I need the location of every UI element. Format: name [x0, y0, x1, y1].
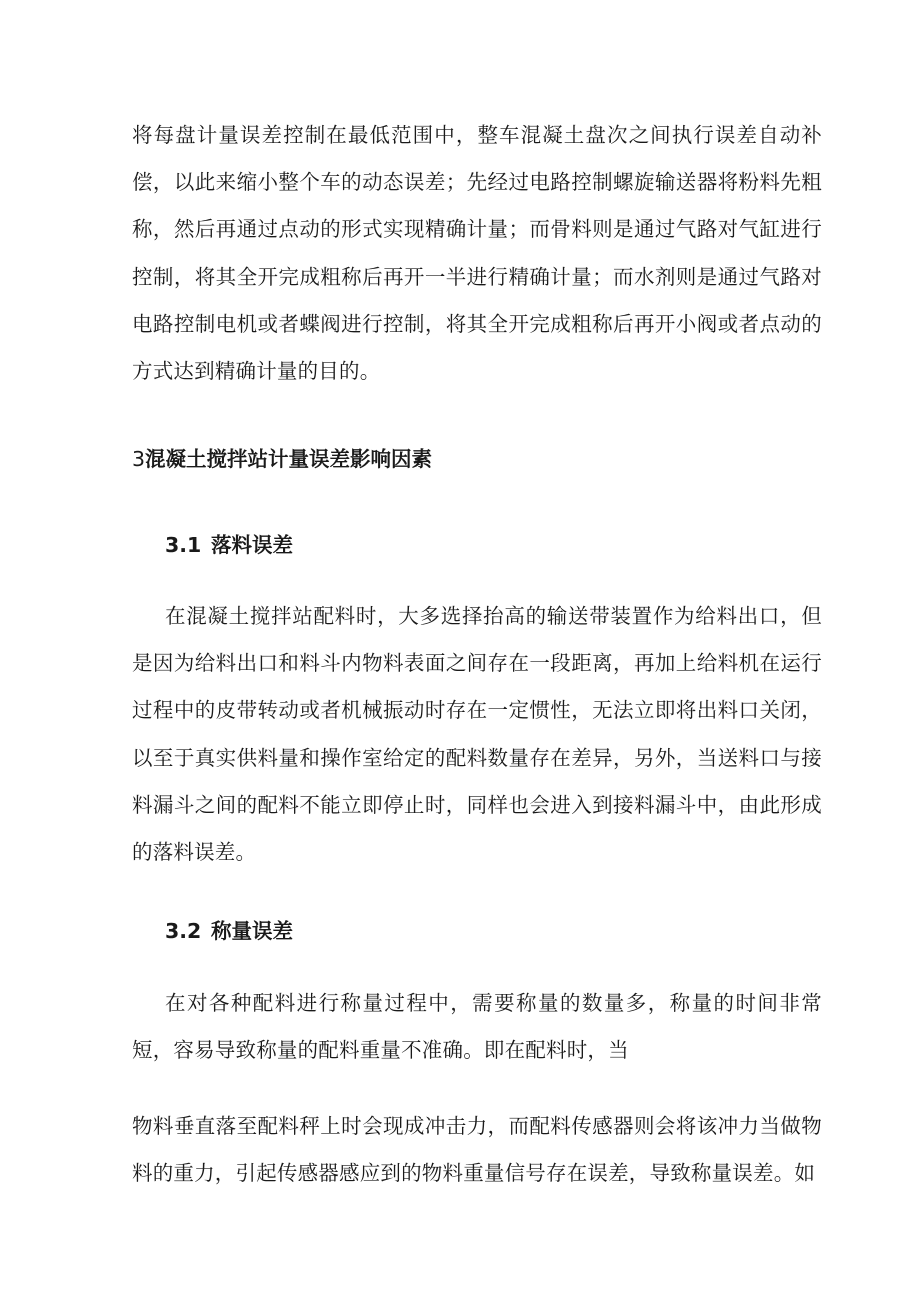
- subsection-title: 落料误差: [211, 533, 293, 557]
- subsection-heading-3-2: [165, 916, 293, 946]
- paragraph-impact-force: 物料垂直落至配料秤上时会现成冲击力，而配料传感器则会将该冲力当做物料的重力，引起传感器感应到的物料重量信号存在误差，导致称量误差。如: [132, 1114, 822, 1186]
- section-heading-3: [132, 444, 432, 474]
- section-title: 混凝土搅拌站计量误差影响因素: [145, 447, 433, 471]
- subsection-heading-3-1: [165, 530, 293, 560]
- paragraph-falling-material-error: 在混凝土搅拌站配料时，大多选择抬高的输送带装置作为给料出口，但是因为给料出口和料斗内物料表面之间存在一段距离，再加上给料机在运行过程中的皮带转动或者机械振动时存在一定惯性，无法立即将出料口关闭，以至于真实供料量和操作室给定的配料数量存在差异，另外，当送料口与接料漏斗之间的配料不能立即停止时，同样也会进入到接料漏斗中，由此形成的落料误差。: [132, 604, 822, 865]
- paragraph-weighing-error: 在对各种配料进行称量过程中，需要称量的数量多，称量的时间非常短，容易导致称量的配料重量不准确。即在配料时，当: [132, 991, 822, 1063]
- subsection-number: 3.2: [165, 919, 202, 943]
- subsection-number: 3.1: [165, 533, 202, 557]
- subsection-title: 称量误差: [211, 919, 293, 943]
- paragraph-metering-control: 将每盘计量误差控制在最低范围中，整车混凝土盘次之间执行误差自动补偿，以此来缩小整个车的动态误差；先经过电路控制螺旋输送器将粉料先粗称，然后再通过点动的形式实现精确计量；而骨料则是通过气路对气缸进行控制，将其全开完成粗称后再开一半进行精确计量；而水剂则是通过气路对电路控制电机或者蝶阀进行控制，将其全开完成粗称后再开小阀或者点动的方式达到精确计量的目的。: [132, 123, 822, 384]
- section-number: 3: [132, 447, 146, 471]
